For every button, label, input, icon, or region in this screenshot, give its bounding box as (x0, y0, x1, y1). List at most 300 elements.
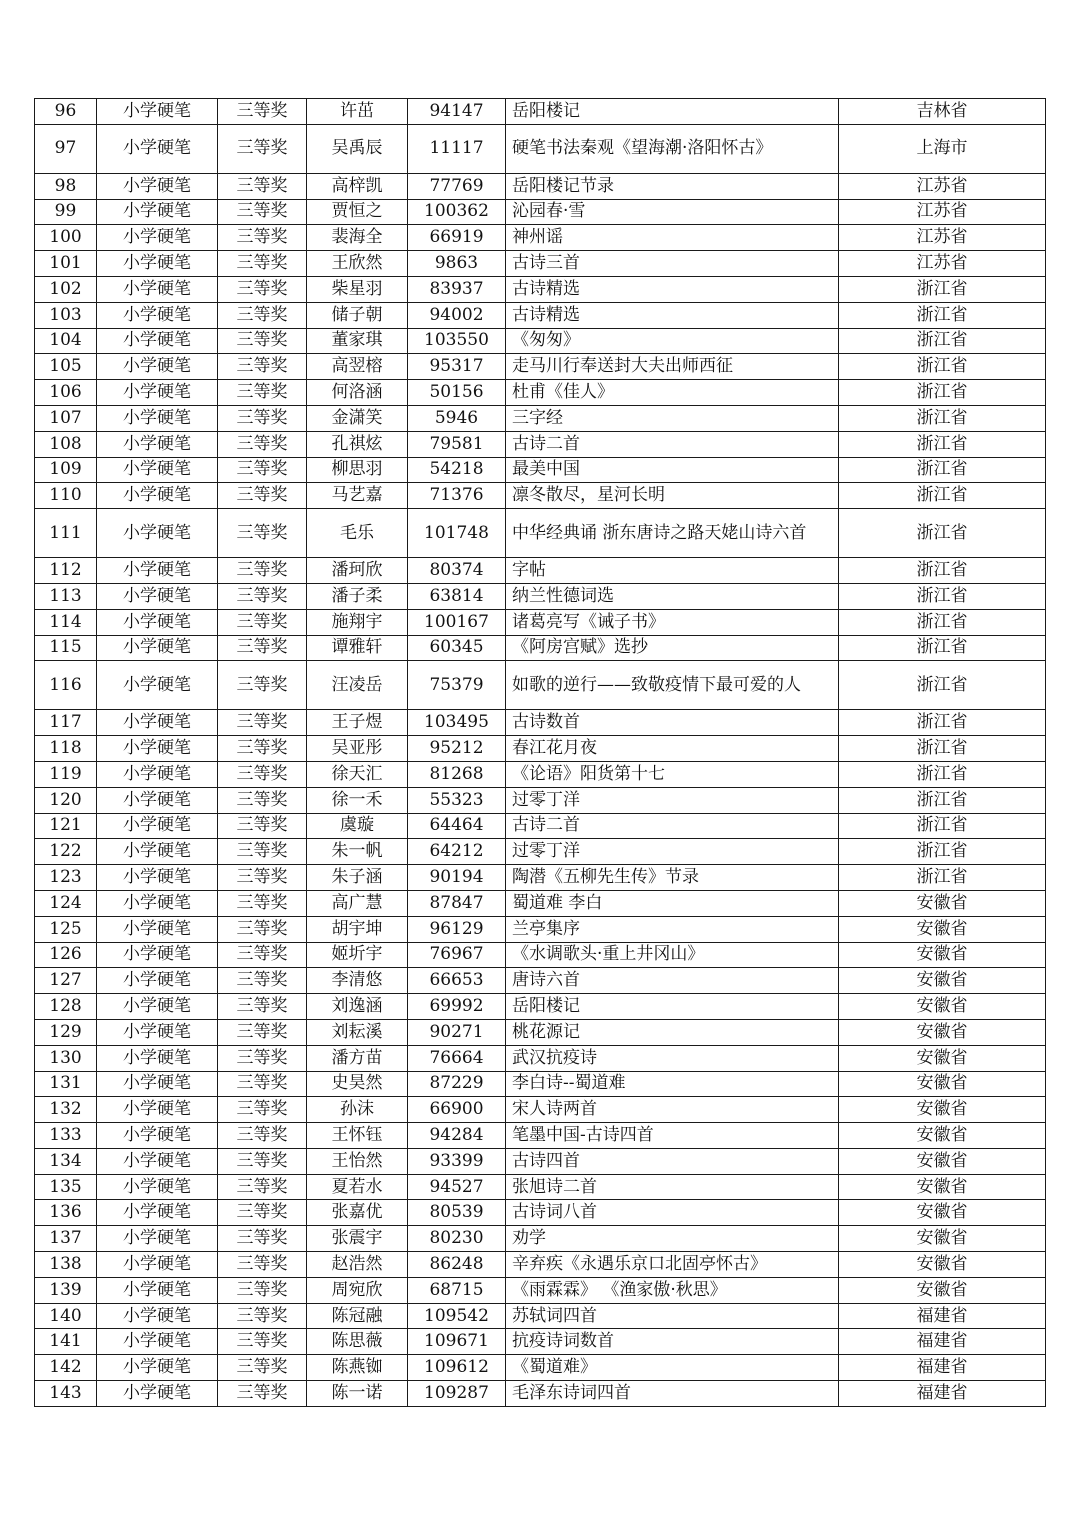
cell-entry-id: 75379 (408, 661, 506, 710)
cell-entry-id: 103495 (408, 710, 506, 736)
cell-category: 小学硬笔 (97, 354, 218, 380)
cell-name: 柳思羽 (307, 457, 408, 483)
cell-category: 小学硬笔 (97, 276, 218, 302)
cell-work-title: 古诗三首 (506, 251, 839, 277)
cell-name: 王欣然 (307, 251, 408, 277)
cell-number: 123 (35, 865, 97, 891)
cell-award: 三等奖 (218, 710, 307, 736)
cell-number: 106 (35, 380, 97, 406)
cell-province: 浙江省 (839, 483, 1046, 509)
cell-award: 三等奖 (218, 736, 307, 762)
cell-entry-id: 103550 (408, 328, 506, 354)
cell-province: 福建省 (839, 1381, 1046, 1407)
cell-award: 三等奖 (218, 890, 307, 916)
cell-name: 马艺嘉 (307, 483, 408, 509)
cell-number: 101 (35, 251, 97, 277)
cell-category: 小学硬笔 (97, 710, 218, 736)
cell-award: 三等奖 (218, 761, 307, 787)
cell-award: 三等奖 (218, 1252, 307, 1278)
cell-province: 浙江省 (839, 509, 1046, 558)
table-row (35, 1123, 1046, 1149)
cell-award: 三等奖 (218, 635, 307, 661)
cell-number: 98 (35, 173, 97, 199)
cell-work-title: 如歌的逆行——致敬疫情下最可爱的人 (506, 661, 839, 710)
cell-work-title: 沁园春·雪 (506, 199, 839, 225)
cell-work-title: 硬笔书法秦观《望海潮·洛阳怀古》 (506, 124, 839, 173)
cell-work-title: 走马川行奉送封大夫出师西征 (506, 354, 839, 380)
cell-entry-id: 66919 (408, 225, 506, 251)
cell-work-title: 唐诗六首 (506, 968, 839, 994)
table-row (35, 225, 1046, 251)
cell-category: 小学硬笔 (97, 509, 218, 558)
cell-number: 121 (35, 813, 97, 839)
cell-province: 浙江省 (839, 813, 1046, 839)
award-list-table (34, 98, 1046, 1407)
cell-entry-id: 76967 (408, 942, 506, 968)
cell-work-title: 古诗二首 (506, 431, 839, 457)
cell-province: 安徽省 (839, 968, 1046, 994)
cell-category: 小学硬笔 (97, 865, 218, 891)
table-row (35, 1200, 1046, 1226)
cell-award: 三等奖 (218, 1303, 307, 1329)
cell-entry-id: 64464 (408, 813, 506, 839)
cell-province: 浙江省 (839, 405, 1046, 431)
cell-name: 潘子柔 (307, 583, 408, 609)
cell-work-title: 纳兰性德词选 (506, 583, 839, 609)
table-row (35, 1252, 1046, 1278)
cell-work-title: 辛弃疾《永遇乐京口北固亭怀古》 (506, 1252, 839, 1278)
cell-entry-id: 71376 (408, 483, 506, 509)
cell-number: 122 (35, 839, 97, 865)
cell-name: 柴星羽 (307, 276, 408, 302)
cell-category: 小学硬笔 (97, 890, 218, 916)
cell-work-title: 古诗词八首 (506, 1200, 839, 1226)
cell-number: 110 (35, 483, 97, 509)
cell-entry-id: 80539 (408, 1200, 506, 1226)
cell-province: 浙江省 (839, 839, 1046, 865)
cell-province: 浙江省 (839, 583, 1046, 609)
cell-work-title: 《匆匆》 (506, 328, 839, 354)
cell-award: 三等奖 (218, 1277, 307, 1303)
cell-work-title: 诸葛亮写《诫子书》 (506, 609, 839, 635)
cell-province: 安徽省 (839, 1277, 1046, 1303)
cell-number: 117 (35, 710, 97, 736)
cell-province: 浙江省 (839, 354, 1046, 380)
cell-work-title: 宋人诗两首 (506, 1097, 839, 1123)
cell-category: 小学硬笔 (97, 1071, 218, 1097)
table-row (35, 302, 1046, 328)
cell-work-title: 古诗精选 (506, 276, 839, 302)
cell-province: 浙江省 (839, 736, 1046, 762)
cell-name: 孔祺炫 (307, 431, 408, 457)
cell-number: 116 (35, 661, 97, 710)
table-row (35, 1019, 1046, 1045)
cell-entry-id: 90271 (408, 1019, 506, 1045)
cell-category: 小学硬笔 (97, 994, 218, 1020)
cell-name: 陈燕铷 (307, 1355, 408, 1381)
cell-award: 三等奖 (218, 380, 307, 406)
cell-work-title: 张旭诗二首 (506, 1174, 839, 1200)
cell-name: 王怡然 (307, 1148, 408, 1174)
table-row (35, 1148, 1046, 1174)
cell-province: 浙江省 (839, 710, 1046, 736)
table-row (35, 173, 1046, 199)
cell-province: 浙江省 (839, 865, 1046, 891)
cell-name: 刘逸涵 (307, 994, 408, 1020)
cell-award: 三等奖 (218, 813, 307, 839)
cell-work-title: 岳阳楼记 (506, 994, 839, 1020)
table-row (35, 968, 1046, 994)
table-row (35, 405, 1046, 431)
cell-entry-id: 94527 (408, 1174, 506, 1200)
cell-number: 120 (35, 787, 97, 813)
cell-category: 小学硬笔 (97, 483, 218, 509)
cell-province: 安徽省 (839, 1226, 1046, 1252)
cell-category: 小学硬笔 (97, 583, 218, 609)
table-row (35, 609, 1046, 635)
table-row (35, 890, 1046, 916)
cell-name: 潘珂欣 (307, 558, 408, 584)
cell-award: 三等奖 (218, 583, 307, 609)
cell-province: 安徽省 (839, 1045, 1046, 1071)
cell-entry-id: 101748 (408, 509, 506, 558)
cell-category: 小学硬笔 (97, 1097, 218, 1123)
cell-entry-id: 109612 (408, 1355, 506, 1381)
table-row (35, 558, 1046, 584)
cell-number: 139 (35, 1277, 97, 1303)
cell-award: 三等奖 (218, 509, 307, 558)
table-row (35, 942, 1046, 968)
cell-entry-id: 109542 (408, 1303, 506, 1329)
cell-award: 三等奖 (218, 1045, 307, 1071)
cell-category: 小学硬笔 (97, 1148, 218, 1174)
cell-category: 小学硬笔 (97, 558, 218, 584)
cell-category: 小学硬笔 (97, 99, 218, 125)
table-row (35, 736, 1046, 762)
cell-name: 储子朝 (307, 302, 408, 328)
cell-number: 134 (35, 1148, 97, 1174)
cell-entry-id: 76664 (408, 1045, 506, 1071)
cell-province: 安徽省 (839, 1148, 1046, 1174)
cell-number: 103 (35, 302, 97, 328)
cell-category: 小学硬笔 (97, 328, 218, 354)
cell-entry-id: 66900 (408, 1097, 506, 1123)
cell-category: 小学硬笔 (97, 431, 218, 457)
cell-category: 小学硬笔 (97, 635, 218, 661)
cell-category: 小学硬笔 (97, 736, 218, 762)
cell-work-title: 杜甫《佳人》 (506, 380, 839, 406)
table-row (35, 328, 1046, 354)
cell-entry-id: 94002 (408, 302, 506, 328)
table-row (35, 1174, 1046, 1200)
cell-work-title: 过零丁洋 (506, 839, 839, 865)
cell-category: 小学硬笔 (97, 1045, 218, 1071)
cell-entry-id: 68715 (408, 1277, 506, 1303)
table-row (35, 761, 1046, 787)
cell-entry-id: 94284 (408, 1123, 506, 1149)
cell-entry-id: 95317 (408, 354, 506, 380)
cell-name: 周宛欣 (307, 1277, 408, 1303)
cell-category: 小学硬笔 (97, 225, 218, 251)
cell-name: 夏若水 (307, 1174, 408, 1200)
table-row (35, 1097, 1046, 1123)
cell-name: 胡宇坤 (307, 916, 408, 942)
cell-entry-id: 87847 (408, 890, 506, 916)
cell-category: 小学硬笔 (97, 813, 218, 839)
table-row (35, 839, 1046, 865)
cell-number: 112 (35, 558, 97, 584)
cell-province: 福建省 (839, 1329, 1046, 1355)
cell-province: 安徽省 (839, 916, 1046, 942)
cell-award: 三等奖 (218, 558, 307, 584)
cell-work-title: 毛泽东诗词四首 (506, 1381, 839, 1407)
cell-category: 小学硬笔 (97, 787, 218, 813)
cell-number: 143 (35, 1381, 97, 1407)
cell-category: 小学硬笔 (97, 761, 218, 787)
cell-work-title: 李白诗--蜀道难 (506, 1071, 839, 1097)
cell-number: 111 (35, 509, 97, 558)
table-row (35, 710, 1046, 736)
cell-name: 吴禹辰 (307, 124, 408, 173)
cell-number: 140 (35, 1303, 97, 1329)
cell-work-title: 中华经典诵 浙东唐诗之路天姥山诗六首 (506, 509, 839, 558)
cell-award: 三等奖 (218, 865, 307, 891)
cell-province: 安徽省 (839, 1174, 1046, 1200)
cell-number: 119 (35, 761, 97, 787)
cell-award: 三等奖 (218, 1226, 307, 1252)
cell-number: 131 (35, 1071, 97, 1097)
cell-award: 三等奖 (218, 609, 307, 635)
cell-award: 三等奖 (218, 994, 307, 1020)
table-row (35, 661, 1046, 710)
cell-province: 江苏省 (839, 225, 1046, 251)
cell-award: 三等奖 (218, 1071, 307, 1097)
cell-entry-id: 100362 (408, 199, 506, 225)
cell-number: 99 (35, 199, 97, 225)
cell-award: 三等奖 (218, 99, 307, 125)
cell-name: 高翌榕 (307, 354, 408, 380)
cell-award: 三等奖 (218, 1381, 307, 1407)
cell-award: 三等奖 (218, 1200, 307, 1226)
cell-name: 王子煜 (307, 710, 408, 736)
cell-category: 小学硬笔 (97, 1019, 218, 1045)
cell-category: 小学硬笔 (97, 1226, 218, 1252)
cell-entry-id: 81268 (408, 761, 506, 787)
cell-number: 129 (35, 1019, 97, 1045)
cell-name: 施翔宇 (307, 609, 408, 635)
cell-work-title: 《论语》阳货第十七 (506, 761, 839, 787)
cell-category: 小学硬笔 (97, 942, 218, 968)
cell-category: 小学硬笔 (97, 916, 218, 942)
cell-name: 毛乐 (307, 509, 408, 558)
cell-work-title: 古诗数首 (506, 710, 839, 736)
cell-name: 孙沫 (307, 1097, 408, 1123)
cell-category: 小学硬笔 (97, 1123, 218, 1149)
cell-work-title: 最美中国 (506, 457, 839, 483)
cell-category: 小学硬笔 (97, 1303, 218, 1329)
cell-name: 陈冠融 (307, 1303, 408, 1329)
cell-province: 福建省 (839, 1303, 1046, 1329)
cell-name: 张嘉优 (307, 1200, 408, 1226)
cell-number: 107 (35, 405, 97, 431)
cell-province: 浙江省 (839, 380, 1046, 406)
cell-entry-id: 79581 (408, 431, 506, 457)
table-row (35, 380, 1046, 406)
table-row (35, 813, 1046, 839)
cell-number: 113 (35, 583, 97, 609)
table-row (35, 787, 1046, 813)
cell-name: 陈一诺 (307, 1381, 408, 1407)
cell-entry-id: 11117 (408, 124, 506, 173)
cell-number: 125 (35, 916, 97, 942)
cell-name: 王怀钰 (307, 1123, 408, 1149)
cell-name: 谭雅轩 (307, 635, 408, 661)
cell-name: 刘耘溪 (307, 1019, 408, 1045)
cell-category: 小学硬笔 (97, 1277, 218, 1303)
cell-number: 118 (35, 736, 97, 762)
cell-province: 安徽省 (839, 1252, 1046, 1278)
cell-award: 三等奖 (218, 483, 307, 509)
cell-entry-id: 93399 (408, 1148, 506, 1174)
table-row (35, 457, 1046, 483)
table-row (35, 994, 1046, 1020)
cell-work-title: 古诗精选 (506, 302, 839, 328)
cell-number: 142 (35, 1355, 97, 1381)
cell-award: 三等奖 (218, 328, 307, 354)
cell-entry-id: 64212 (408, 839, 506, 865)
cell-work-title: 岳阳楼记 (506, 99, 839, 125)
cell-number: 141 (35, 1329, 97, 1355)
cell-category: 小学硬笔 (97, 199, 218, 225)
cell-entry-id: 77769 (408, 173, 506, 199)
cell-category: 小学硬笔 (97, 124, 218, 173)
cell-award: 三等奖 (218, 916, 307, 942)
cell-name: 李清悠 (307, 968, 408, 994)
cell-category: 小学硬笔 (97, 405, 218, 431)
cell-name: 金潇笑 (307, 405, 408, 431)
cell-work-title: 《阿房宫赋》选抄 (506, 635, 839, 661)
cell-name: 吴亚彤 (307, 736, 408, 762)
cell-category: 小学硬笔 (97, 968, 218, 994)
cell-entry-id: 96129 (408, 916, 506, 942)
cell-work-title: 陶潜《五柳先生传》节录 (506, 865, 839, 891)
cell-award: 三等奖 (218, 199, 307, 225)
cell-entry-id: 94147 (408, 99, 506, 125)
cell-number: 124 (35, 890, 97, 916)
table-row (35, 199, 1046, 225)
cell-name: 贾恒之 (307, 199, 408, 225)
cell-province: 浙江省 (839, 431, 1046, 457)
cell-category: 小学硬笔 (97, 1329, 218, 1355)
cell-name: 许茁 (307, 99, 408, 125)
cell-award: 三等奖 (218, 225, 307, 251)
cell-category: 小学硬笔 (97, 380, 218, 406)
cell-name: 徐天汇 (307, 761, 408, 787)
cell-award: 三等奖 (218, 354, 307, 380)
table-row (35, 124, 1046, 173)
cell-number: 137 (35, 1226, 97, 1252)
cell-name: 汪凌岳 (307, 661, 408, 710)
table-row (35, 99, 1046, 125)
cell-province: 浙江省 (839, 661, 1046, 710)
cell-name: 裴海全 (307, 225, 408, 251)
cell-name: 徐一禾 (307, 787, 408, 813)
cell-name: 董家琪 (307, 328, 408, 354)
cell-category: 小学硬笔 (97, 457, 218, 483)
cell-name: 潘方苗 (307, 1045, 408, 1071)
cell-province: 安徽省 (839, 994, 1046, 1020)
cell-work-title: 《蜀道难》 (506, 1355, 839, 1381)
cell-number: 96 (35, 99, 97, 125)
cell-work-title: 凛冬散尽，星河长明 (506, 483, 839, 509)
cell-province: 浙江省 (839, 787, 1046, 813)
table-row (35, 1329, 1046, 1355)
cell-name: 姬圻宇 (307, 942, 408, 968)
cell-number: 130 (35, 1045, 97, 1071)
cell-award: 三等奖 (218, 405, 307, 431)
cell-entry-id: 5946 (408, 405, 506, 431)
cell-province: 浙江省 (839, 635, 1046, 661)
cell-province: 浙江省 (839, 276, 1046, 302)
cell-name: 何洛涵 (307, 380, 408, 406)
cell-entry-id: 9863 (408, 251, 506, 277)
cell-name: 赵浩然 (307, 1252, 408, 1278)
cell-award: 三等奖 (218, 1097, 307, 1123)
cell-number: 115 (35, 635, 97, 661)
cell-province: 浙江省 (839, 457, 1046, 483)
table-row (35, 1045, 1046, 1071)
cell-province: 安徽省 (839, 1019, 1046, 1045)
table-row (35, 251, 1046, 277)
cell-province: 吉林省 (839, 99, 1046, 125)
cell-work-title: 春江花月夜 (506, 736, 839, 762)
cell-name: 朱一帆 (307, 839, 408, 865)
cell-entry-id: 66653 (408, 968, 506, 994)
cell-province: 上海市 (839, 124, 1046, 173)
cell-work-title: 三字经 (506, 405, 839, 431)
cell-entry-id: 60345 (408, 635, 506, 661)
cell-entry-id: 80230 (408, 1226, 506, 1252)
cell-number: 100 (35, 225, 97, 251)
cell-number: 135 (35, 1174, 97, 1200)
cell-number: 127 (35, 968, 97, 994)
cell-entry-id: 109671 (408, 1329, 506, 1355)
cell-award: 三等奖 (218, 1174, 307, 1200)
cell-number: 126 (35, 942, 97, 968)
cell-number: 109 (35, 457, 97, 483)
cell-entry-id: 54218 (408, 457, 506, 483)
table-row (35, 635, 1046, 661)
cell-province: 江苏省 (839, 173, 1046, 199)
cell-work-title: 劝学 (506, 1226, 839, 1252)
cell-number: 105 (35, 354, 97, 380)
cell-number: 132 (35, 1097, 97, 1123)
table-row (35, 509, 1046, 558)
cell-category: 小学硬笔 (97, 302, 218, 328)
cell-province: 安徽省 (839, 942, 1046, 968)
cell-work-title: 蜀道难 李白 (506, 890, 839, 916)
cell-number: 136 (35, 1200, 97, 1226)
table-row (35, 483, 1046, 509)
cell-name: 虞璇 (307, 813, 408, 839)
cell-province: 福建省 (839, 1355, 1046, 1381)
cell-work-title: 武汉抗疫诗 (506, 1045, 839, 1071)
cell-work-title: 岳阳楼记节录 (506, 173, 839, 199)
table-row (35, 583, 1046, 609)
table-row (35, 865, 1046, 891)
cell-number: 114 (35, 609, 97, 635)
cell-name: 张震宇 (307, 1226, 408, 1252)
